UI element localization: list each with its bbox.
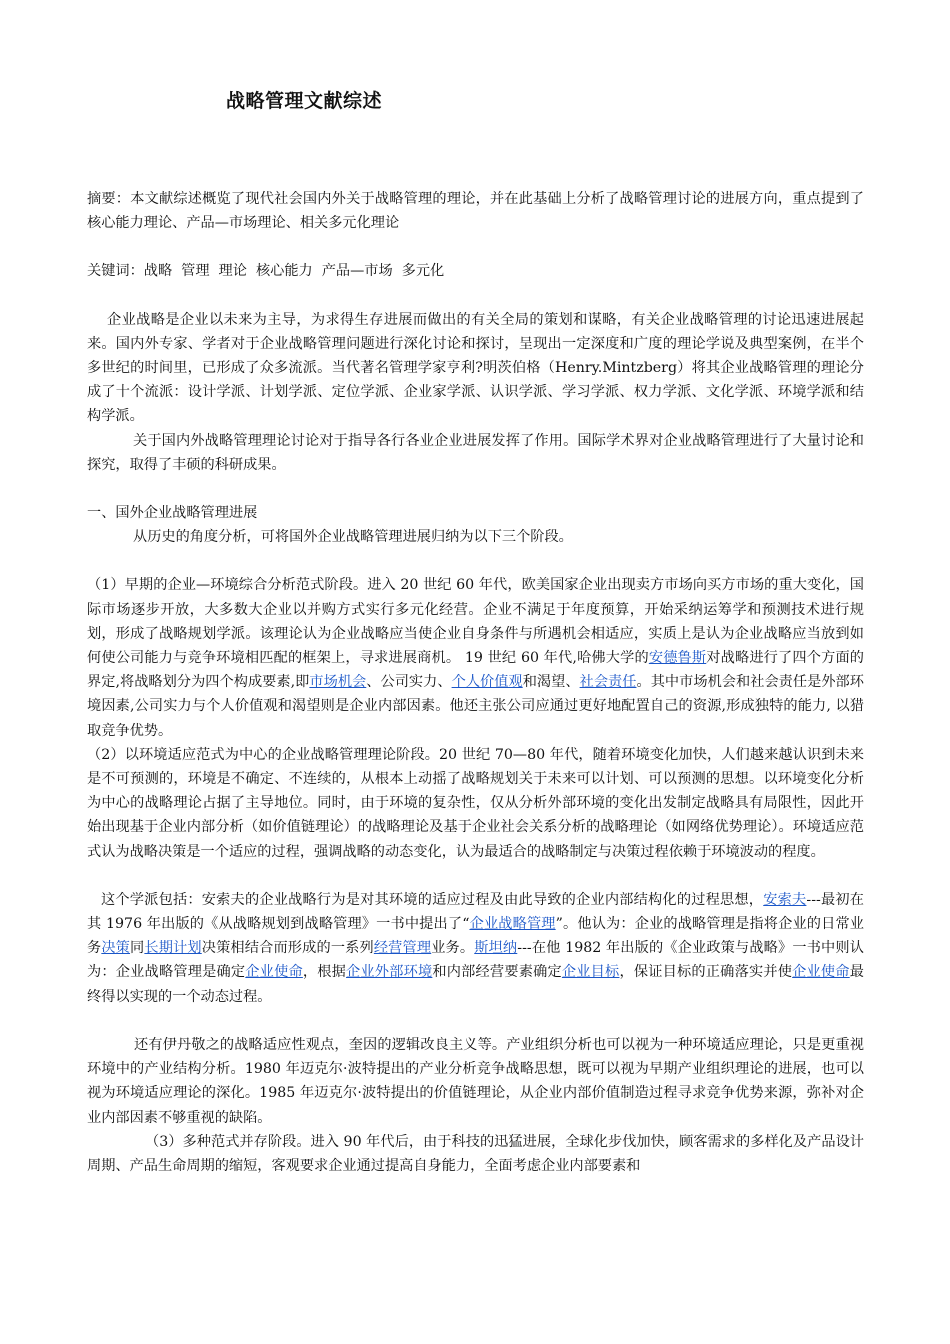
stage-1-text: 、公司实力、: [366, 674, 452, 691]
school-text: ---在他 1982 年出版的《企业政策与战略》一书中则认为：企业战略管理是确定: [87, 940, 864, 981]
keyword: 理论: [218, 263, 247, 280]
link-enterprise-mission-2[interactable]: 企业使命: [792, 964, 850, 981]
link-market-opportunity[interactable]: 市场机会: [309, 674, 367, 691]
document-title: 战略管理文献综述: [226, 90, 383, 112]
link-social-responsibility[interactable]: 社会责任: [579, 674, 637, 691]
link-external-environment[interactable]: 企业外部环境: [346, 964, 433, 981]
stage-1-text: 和渴望、: [522, 674, 580, 691]
keyword: 多元化: [401, 263, 445, 280]
other-views-paragraph: 还有伊丹敬之的战略适应性观点，奎因的逻辑改良主义等。产业组织分析也可以视为一种环境适应理论，只是更重视环境中的产业结构分析。1980 年迈克尔·波特提出的产业分析竞争战略思想，既可以视为早期产业组织理论的进展，也可以视为环境适应理论的深化。1985 年迈克尔·波特提出的价值链理论，从企业内部价值制造过程寻求竞争优势来源，弥补对企业内部因素不够重视的缺陷。: [87, 1036, 864, 1126]
link-enterprise-mission[interactable]: 企业使命: [245, 964, 303, 981]
section-heading: 一、国外企业战略管理进展: [87, 505, 258, 522]
abstract-paragraph: [87, 187, 864, 235]
intro-paragraph-2: 关于国内外战略管理理论讨论对于指导各行各业企业进展发挥了作用。国际学术界对企业战略管理进行了大量讨论和探究，取得了丰硕的科研成果。: [87, 432, 864, 473]
link-long-term-plan[interactable]: 长期计划: [144, 940, 202, 957]
abstract-text: 本文献综述概览了现代社会国内外关于战略管理的理论，并在此基础上分析了战略管理讨论的进展方向，重点提到了核心能力理论、产品—市场理论、相关多元化理论: [87, 191, 864, 232]
intro-paragraph: 企业战略是企业以未来为主导，为求得生存进展而做出的有关全局的策划和谋略，有关企业战略管理的讨论迅速进展起来。国内外专家、学者对于企业战略管理问题进行深化讨论和探讨，呈现出一定深度和广度的理论学说及典型案例，在半个多世纪的时间里，已形成了众多流派。当代著名管理学家亨利?明茨伯格（Henry.Mintzberg）将其企业战略管理的理论分成了十个流派：设计学派、计划学派、定位学派、企业家学派、认识学派、学习学派、权力学派、文化学派、环境学派和结构学派。: [87, 311, 864, 425]
school-text: ”。他认为：企业的战略管理是指将企业的日常业务: [87, 916, 864, 957]
link-andrews[interactable]: 安德鲁斯: [648, 650, 707, 667]
stage-3-paragraph: （3）多种范式并存阶段。进入 90 年代后，由于科技的迅猛进展，全球化步伐加快，顾客需求的多样化及产品设计周期、产品生命周期的缩短，客观要求企业通过提高自身能力，全面考虑企业内部要素和: [87, 1133, 864, 1174]
keywords-paragraph: [87, 259, 864, 283]
keyword: 产品—市场: [321, 263, 393, 280]
stage-1-text: 。其中市场机会和社会责任是外部环境因素,公司实力与个人价值观和渴望则是企业内部因素。他还主张公司应通过更好地配置自己的资源,形成独特的能力, 以猎取竞争优势。: [87, 674, 864, 739]
school-text: 同: [130, 940, 145, 957]
stage-1-paragraph: [87, 573, 864, 742]
stage-1-text: 对战略进行了四个方面的界定,将战略划分为四个构成要素,即: [87, 650, 864, 691]
link-business-management[interactable]: 经营管理: [373, 940, 432, 957]
link-decision[interactable]: 决策: [101, 940, 131, 957]
school-text: ---最初在其 1976 年出版的《从战略规划到战略管理》一书中提出了“: [87, 891, 864, 933]
keyword: 管理: [181, 263, 210, 280]
school-paragraph: [87, 888, 864, 1009]
school-text: 业务。: [431, 940, 475, 957]
link-steiner[interactable]: 斯坦纳: [474, 940, 518, 957]
school-text: ，根据: [302, 964, 347, 981]
school-text: ，保证目标的正确落实并使: [619, 964, 793, 981]
stage-1-text: （1）早期的企业—环境综合分析范式阶段。进入 20 世纪 60 年代，欧美国家企业出现卖方市场向买方市场的重大变化，国际市场逐步开放，大多数大企业以并购方式实行多元化经营。企业不满足于年度预算，开始采纳运筹学和预测技术进行规划，形成了战略规划学派。该理论认为企业战略应当使企业自身条件与所遇机会相适应，实质上是认为企业战略应当放到如何使公司能力与竞争环境相匹配的框架上，寻求进展商机。 19 世纪 60 年代,哈佛大学的: [87, 577, 864, 667]
keyword: 战略: [143, 263, 173, 280]
link-enterprise-goal[interactable]: 企业目标: [561, 964, 620, 981]
document-body: [87, 187, 864, 1178]
school-text: 决策相结合而形成的一系列: [201, 940, 374, 957]
abstract-label: 摘要：: [87, 191, 131, 207]
section-intro: 从历史的角度分析，可将国外企业战略管理进展归纳为以下三个阶段。: [133, 529, 573, 546]
keywords-label: 关键词：: [87, 263, 144, 280]
link-ansoff[interactable]: 安索夫: [763, 891, 807, 908]
school-text: 这个学派包括：安索夫的企业战略行为是对其环境的适应过程及由此导致的企业内部结构化的过程思想，: [101, 891, 764, 908]
school-text: 最终得以实现的一个动态过程。: [87, 964, 864, 1005]
stage-2-paragraph: （2）以环境适应范式为中心的企业战略管理理论阶段。20 世纪 70—80 年代，随着环境变化加快，人们越来越认识到未来是不可预测的，环境是不确定、不连续的，从根本上动摇了战略规划关于未来可以计划、可以预测的思想。以环境变化分析为中心的战略理论占据了主导地位。同时，由于环境的复杂性，仅从分析外部环境的变化出发制定战略具有局限性，因此开始出现基于企业内部分析（如价值链理论）的战略理论及基于企业社会关系分析的战略理论（如网络优势理论）。环境适应范式认为战略决策是一个适应的过程，强调战略的动态变化，认为最适合的战略制定与决策过程依赖于环境波动的程度。: [87, 746, 864, 860]
keyword: 核心能力: [255, 263, 313, 280]
school-text: 和内部经营要素确定: [432, 964, 562, 981]
link-strategic-management[interactable]: 企业战略管理: [469, 916, 556, 933]
link-personal-values[interactable]: 个人价值观: [451, 674, 523, 691]
